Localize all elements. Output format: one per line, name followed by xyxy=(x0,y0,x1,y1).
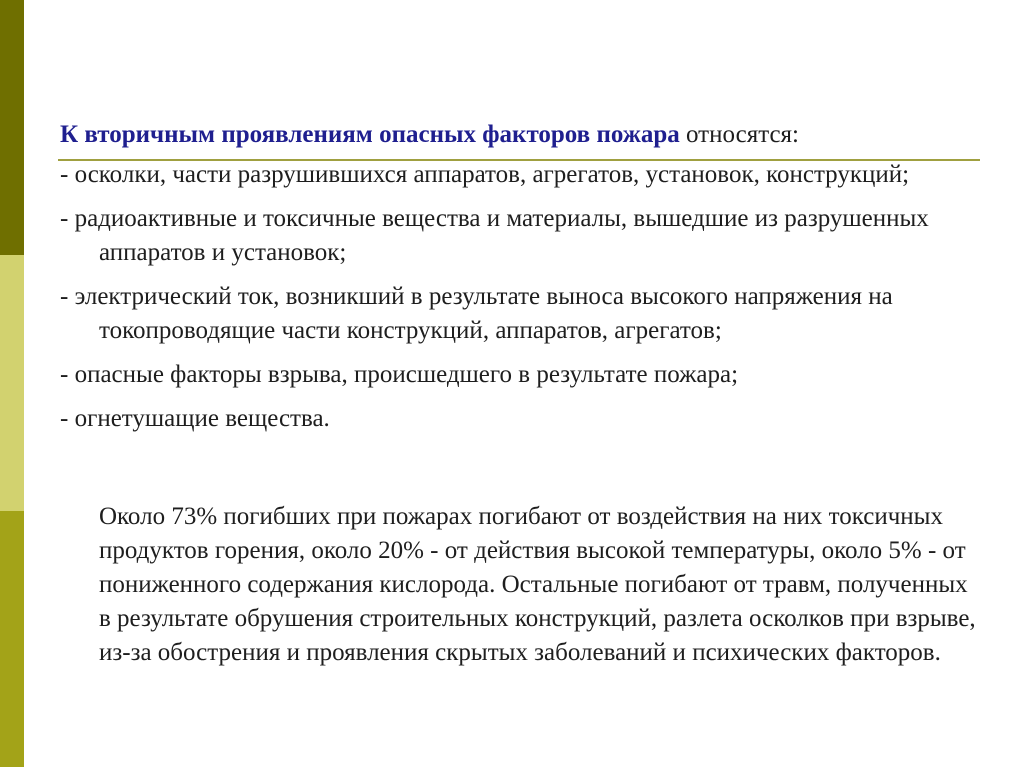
heading-rest-text: относятся: xyxy=(679,121,799,148)
heading-bold-text: К вторичным проявлениям опасных факторов пожара xyxy=(60,121,680,148)
list-item: - огнетушащие вещества. xyxy=(60,405,330,432)
slide-content xyxy=(24,0,1024,767)
list-item: - осколки, части разрушившихся аппаратов, агрегатов, установок, конструкций; xyxy=(60,161,910,188)
list-item: - электрический ток, возникший в результате выноса высокого напряжения на токопроводящие части конструкций, аппаратов, агрегатов; xyxy=(60,283,893,344)
statistics-paragraph: Около 73% погибших при пожарах погибают от воздействия на них токсичных продуктов горения, около 20% - от действия высокой температуры, около 5% - от пониженного содержания кислорода. Остальные погибают от травм, полученных в результате обрушения строительных конструкций, разлета осколков при взрыве, из-за обострения и проявления скрытых заболеваний и психических факторов. xyxy=(99,503,976,666)
sidebar-band-middle xyxy=(0,255,24,511)
list-item: - радиоактивные и токсичные вещества и материалы, вышедшие из разрушенных аппаратов и установок; xyxy=(60,205,929,266)
sidebar-color-bands xyxy=(0,0,24,767)
factors-list xyxy=(60,158,940,446)
sidebar-band-top xyxy=(0,0,24,255)
sidebar-band-bottom xyxy=(0,511,24,767)
list-item: - опасные факторы взрыва, происшедшего в результате пожара; xyxy=(60,361,739,388)
slide-heading xyxy=(60,117,799,153)
